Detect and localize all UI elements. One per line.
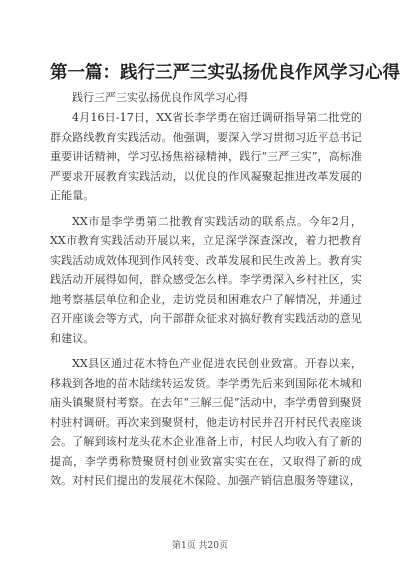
paragraph-2: XX市是李学勇第二批教育实践活动的联系点。今年2月，XX市教育实践活动开展以来，立足深学深查深改，着力把教育实践活动成效体现到作风转变、改革发展和民生改善上。教育实践活动开展得如何，群众感受怎么样。李学勇深入乡村社区，实地考察基层单位和企业，走访党员和困难农户了解情况，并通过召开座谈会等方式，向干部群众征求对搞好教育实践活动的意见和建议。 [50,214,362,345]
paragraph-1: 4月16日-17日，XX省长李学勇在宿迁调研指导第二批党的群众路线教育实践活动。他强调，要深入学习贯彻习近平总书记重要讲话精神，学习弘扬焦裕禄精神，践行“三严三实”，高标准严要求开展教育实践活动，以优良的作风凝聚起推进改革发展的正能量。 [50,111,362,202]
paragraph-3: XX县区通过花木特色产业促进农民创业致富。开春以来，移栽到各地的苗木陆续转运发货。李学勇先后来到国际花木城和庙头镇聚贤村考察。在去年“三解三促”活动中，李学勇曾到聚贤村驻村调研。再次来到聚贤村，他走访村民并召开村民代表座谈会。了解到该村龙头花木企业准备上市，村民人均收入有了新的提高，李学勇称赞聚贤村创业致富实实在在，又取得了新的成效。对村民们提出的发展花木保险、加强产销信息服务等建议， [50,357,362,487]
document-title: 第一篇：践行三严三实弘扬优良作风学习心得 [50,63,400,83]
page-number-footer: 第1页 共20页 [171,541,229,551]
document-subtitle: 践行三严三实弘扬优良作风学习心得 [72,91,248,104]
